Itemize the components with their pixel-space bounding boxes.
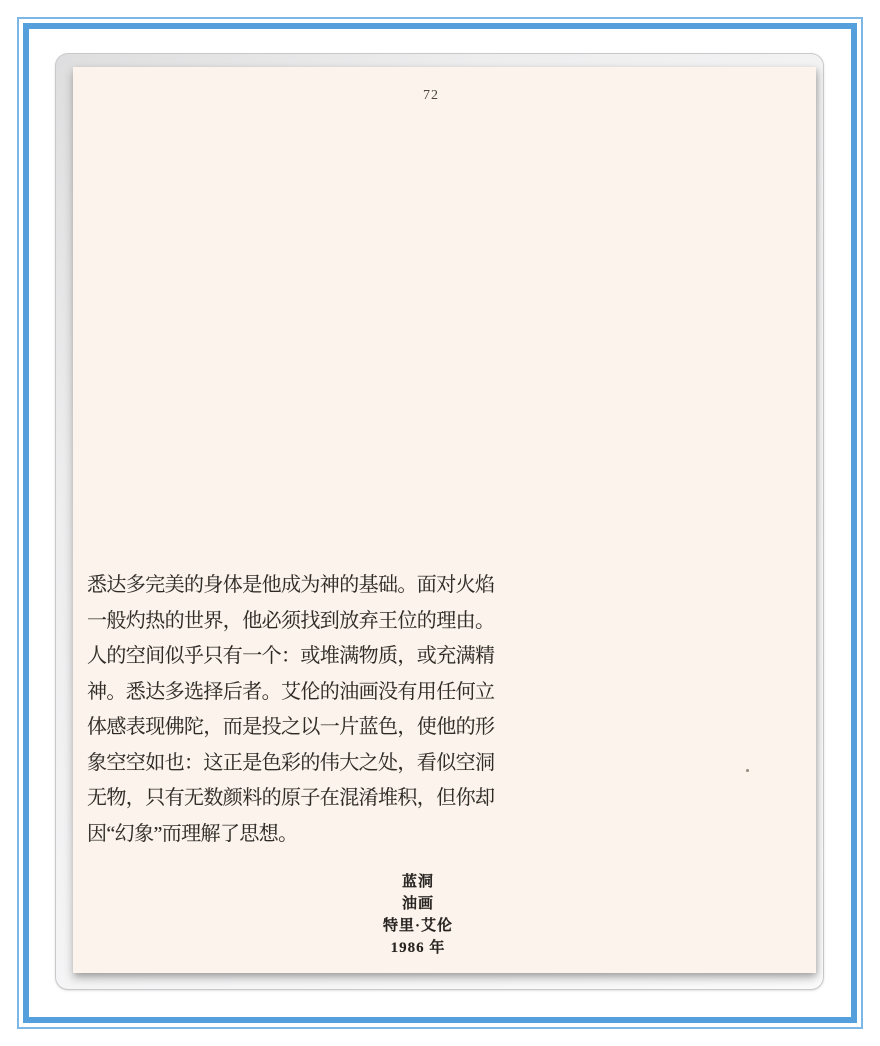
- scan-bed-frame: [55, 53, 824, 990]
- artwork-artist: 特里·艾伦: [382, 918, 453, 934]
- book-page: [73, 67, 816, 973]
- paragraph-line: 体感表现佛陀，而是投之以一片蓝色，使他的形: [87, 716, 495, 738]
- artwork-caption: [343, 871, 493, 959]
- paragraph-line: 人的空间似乎只有一个：或堆满物质，或充满精: [87, 645, 495, 667]
- body-paragraph: [87, 568, 494, 852]
- paragraph-line: 因“幻象”而理解了思想。: [87, 822, 298, 845]
- paragraph-line: 悉达多完美的身体是他成为神的基础。面对火焰: [87, 574, 495, 596]
- paragraph-line: 一般灼热的世界，他必须找到放弃王位的理由。: [87, 609, 495, 632]
- paragraph-line: 无物，只有无数颜料的原子在混淆堆积，但你却: [87, 787, 495, 809]
- paragraph-line: 神。悉达多选择后者。艾伦的油画没有用任何立: [87, 680, 495, 703]
- artwork-year: 1986 年: [390, 940, 446, 956]
- artwork-title: 蓝洞: [401, 874, 434, 890]
- paragraph-line: 象空空如也：这正是色彩的伟大之处，看似空洞: [87, 751, 495, 774]
- scan-dust-speck: [746, 769, 749, 772]
- artwork-medium: 油画: [401, 896, 434, 912]
- page-number: 72: [423, 88, 439, 103]
